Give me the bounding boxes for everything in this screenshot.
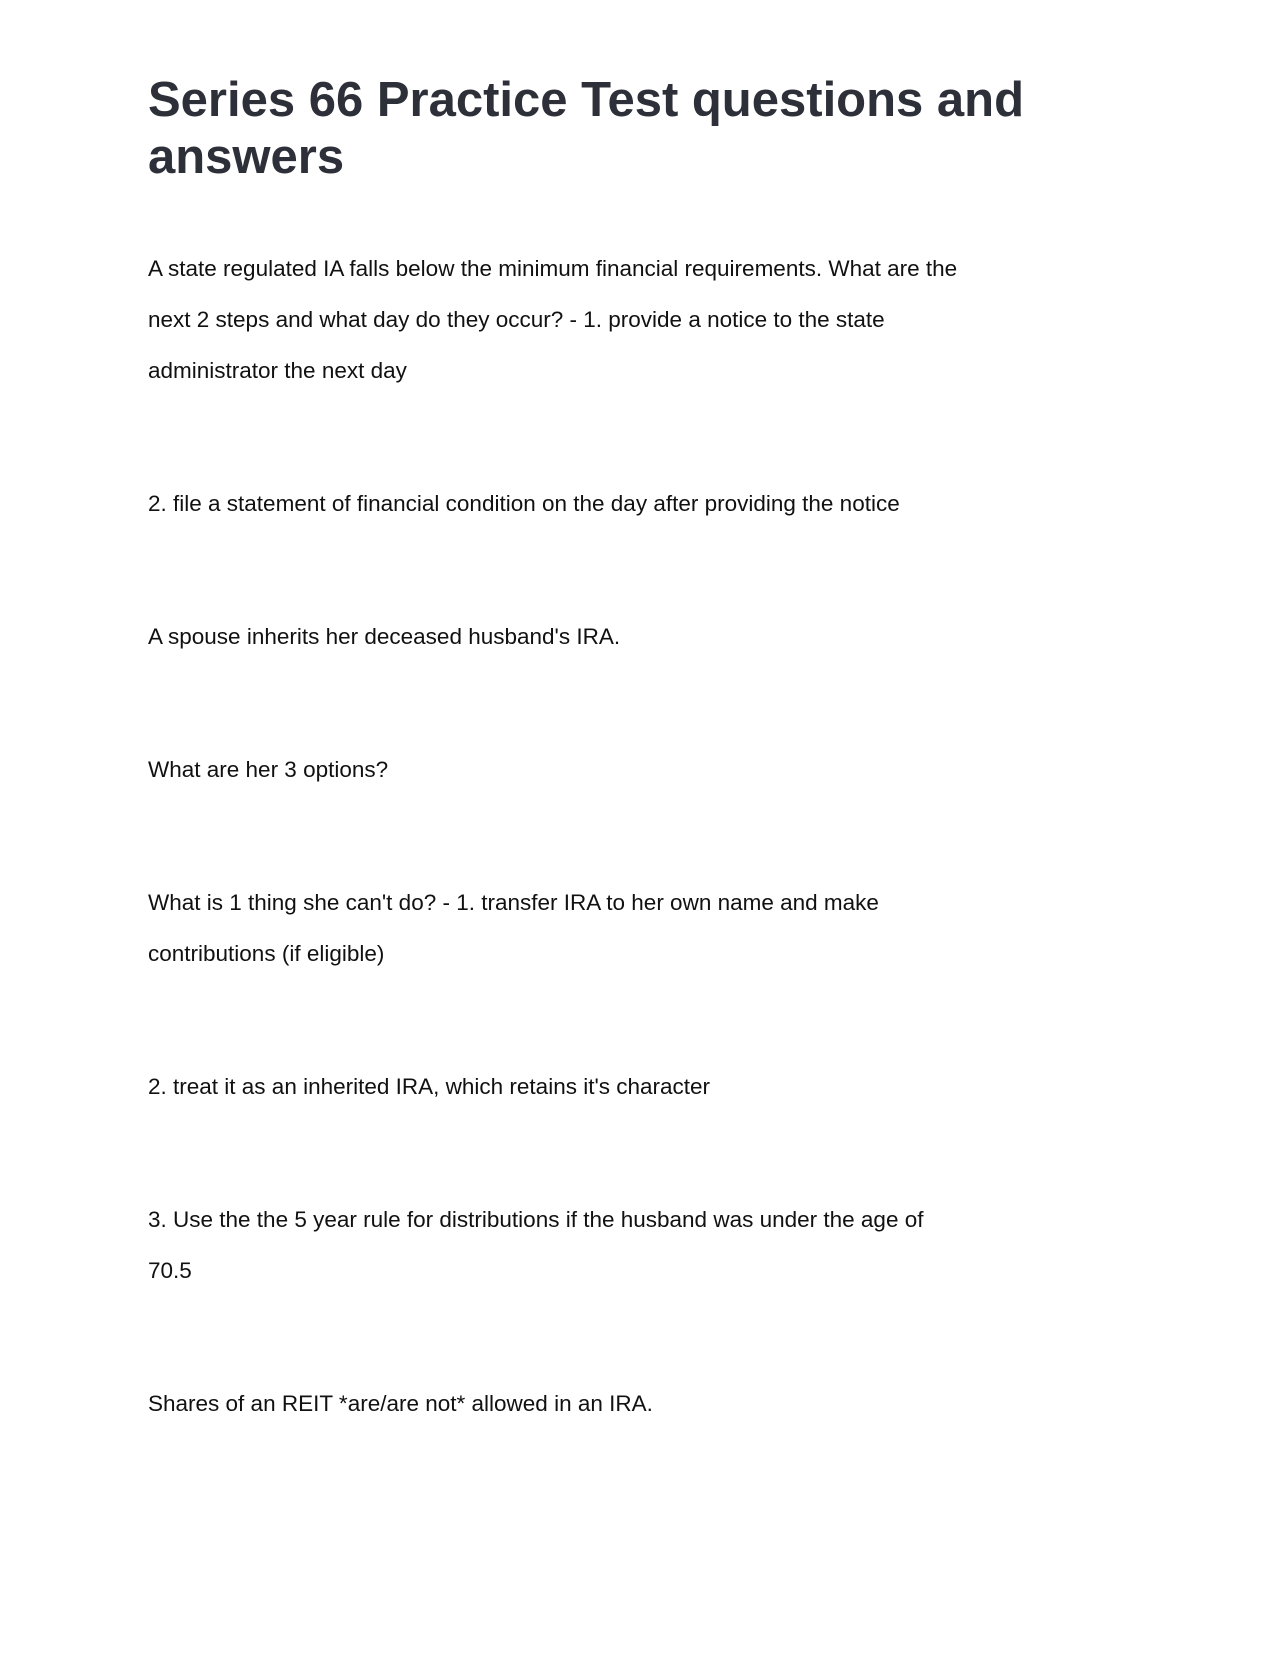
paragraph-line: What are her 3 options?: [148, 757, 389, 782]
paragraph: [148, 1061, 1148, 1112]
paragraph: [148, 243, 1148, 396]
document-page: [148, 72, 1148, 1511]
paragraph-line: 2. file a statement of financial condition on the day after providing the notice: [148, 491, 900, 516]
paragraph: [148, 877, 1148, 979]
paragraph-line: 70.5: [148, 1258, 192, 1283]
paragraph: [148, 744, 1148, 795]
paragraph-line: What is 1 thing she can't do? - 1. transfer IRA to her own name and make: [148, 890, 879, 915]
title-line: Series 66 Practice Test questions and: [148, 73, 1025, 127]
document-body: [148, 243, 1148, 1429]
paragraph: [148, 1378, 1148, 1429]
paragraph-line: A state regulated IA falls below the minimum financial requirements. What are the: [148, 256, 958, 281]
paragraph-line: 2. treat it as an inherited IRA, which retains it's character: [148, 1074, 711, 1099]
paragraph-line: next 2 steps and what day do they occur? - 1. provide a notice to the state: [148, 307, 885, 332]
paragraph-line: administrator the next day: [148, 358, 407, 383]
page-title: [148, 72, 1148, 186]
paragraph: [148, 1194, 1148, 1296]
paragraph-line: contributions (if eligible): [148, 941, 385, 966]
paragraph-line: Shares of an REIT *are/are not* allowed in an IRA.: [148, 1391, 653, 1416]
paragraph-line: 3. Use the the 5 year rule for distributions if the husband was under the age of: [148, 1207, 924, 1232]
paragraph: [148, 478, 1148, 529]
paragraph-line: A spouse inherits her deceased husband's IRA.: [148, 624, 621, 649]
paragraph: [148, 611, 1148, 662]
title-line: answers: [148, 130, 345, 184]
